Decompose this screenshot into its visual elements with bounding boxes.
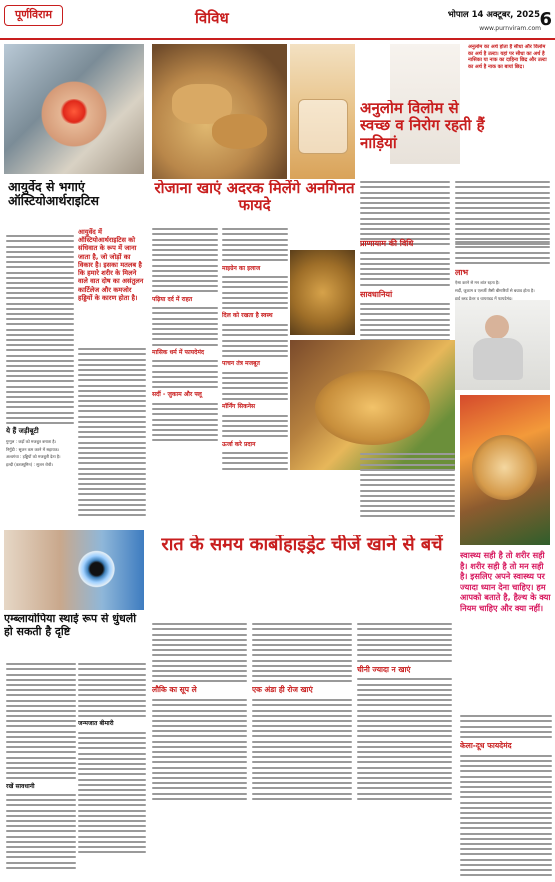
myopia-sub1: जन्मजात बीमारी — [78, 720, 114, 728]
ginger-tea-photo — [290, 44, 355, 179]
health-quote: स्वास्थ्य सही है तो शरीर सही है। शरीर सही है तो मन सही है। इसलिए अपने स्वास्थ्य पर ज्यादा ध्यान देना चाहिए। हम आपको बताते है, हैल्थ के क्या नियम चाहिए और क्या नहीं। — [460, 550, 551, 613]
banana-section — [460, 712, 552, 878]
carbs-sub4: केला-दूध फायदेमंद — [460, 741, 512, 751]
eye-photo — [4, 530, 144, 610]
anulom-headline: अनुलोम विलोम से स्वच्छ व निरोग रहती हैं नाड़ियां — [360, 100, 485, 152]
myopia-headline: एम्ब्लायोपिया स्थाई रूप से धुंधली हो सकती है दृष्टि — [4, 613, 137, 638]
carbs-sub2: एक अंडा ही रोज खाएं — [252, 685, 313, 695]
food-plate-photo — [460, 395, 550, 545]
brand-logo: पूर्णविराम — [4, 5, 63, 26]
ginger-sub4: माइग्रेन का इलाज — [222, 264, 261, 272]
herb-item: गुग्गुल : जड़ों को मजबूत बनाता है। — [6, 438, 56, 444]
benefit-item: ऐसा करने से मन शांत रहता है। — [455, 280, 500, 286]
benefit-item: सर्दी, जुकाम व एलर्जी जैसी बीमारियों से बचाव होता है। — [455, 287, 535, 293]
ginger-sub1: पढ़िया दर्द में राहत — [152, 295, 193, 303]
carbs-body-col2 — [252, 620, 352, 878]
herbs-heading: ये हैं जड़ीबूटी — [6, 427, 39, 436]
anulom-sub1: प्राणायाम की विधि — [360, 239, 414, 248]
benefit-item: हाई ब्लड प्रेशर व थायराइड में फायदेमंद। — [455, 295, 513, 301]
carbs-body-col1 — [152, 620, 247, 878]
ayurveda-body-col2 — [78, 345, 146, 525]
website-url: www.purnviram.com — [479, 25, 541, 32]
ginger-body-col2 — [222, 225, 288, 575]
section-title: विविध — [195, 9, 229, 27]
page-number: 6 — [539, 9, 552, 30]
myopia-body-col2 — [78, 660, 146, 875]
knee-photo — [4, 44, 144, 174]
ayurveda-headline: आयुर्वेद से भगाएं ऑस्टियोआर्थराइटिस — [8, 180, 99, 209]
ginger-photo — [152, 44, 287, 179]
ginger-sub2: मासिक धर्म में फायदेमंद — [152, 348, 205, 356]
anulom-pullquote: अनुलोम का अर्थ होता है सीधा और विलोम का अर्थ है उल्टा। यहां पर सीधा का अर्थ है नासिका या नाक का दाहिना छिद्र और उल्टा का अर्थ है नाक का बायां छिद्र। — [468, 44, 547, 70]
anulom-sub2: सावधानियां — [360, 289, 393, 299]
ayurveda-pullquote: आयुर्वेद में ऑस्टियोआर्थराइटिस को संधिवात के रूप में जाना जाता है, जो जोड़ों का विकार है। इसका मतलब है कि हमारे शरीर के मिलने वाले वात दोष का असंतुलन कार्टिलेज और कमजोर हड्डियों के कारण होता है। — [78, 228, 144, 302]
ayurveda-body-col1 — [6, 232, 74, 527]
ginger-sub3: सर्दी - जुकाम और फ्लू — [152, 391, 202, 399]
ginger-sub6: पाचन तंत्र मजबूत — [222, 360, 260, 368]
ginger-sub8: ऊर्जा करे प्रदान — [222, 440, 256, 448]
anulom-sub3: लाभ — [455, 268, 469, 278]
myopia-sub2: रखें सावधानी — [6, 782, 35, 790]
carbs-body-col3 — [357, 620, 452, 878]
herb-item: अश्वगंधा : हड्डियों को मजबूती देता है। — [6, 454, 61, 460]
ginger-headline: रोजाना खाएं अदरक मिलेंगे अनगिनत फायदे — [154, 180, 355, 215]
issue-date: भोपाल 14 अक्टूबर, 2025 — [447, 10, 540, 20]
carbs-headline: रात के समय कार्बोहाइड्रेट चीजें खाने से बचें — [161, 535, 443, 555]
ginger-sub7: मॉर्निंग सिकनेस — [222, 402, 256, 410]
spices-photo — [290, 250, 355, 335]
page-header — [0, 0, 555, 40]
myopia-body-col1 — [6, 660, 76, 875]
ginger-sub5: दिल को रखता है स्वस्थ — [222, 312, 273, 320]
herb-item: हल्दी (करक्यूमिन) : सूजन रोधी। — [6, 461, 53, 467]
herb-item: निर्गुंडी : सूजन कम करने में सहायक। — [6, 446, 60, 452]
carbs-sub3: चीनी ज्यादा न खाएं — [357, 664, 411, 674]
ginger-body-col1 — [152, 225, 218, 575]
anulom-tail — [360, 450, 455, 530]
carbs-sub1: लौकि का सूप ले — [152, 685, 197, 695]
yoga-photo — [455, 300, 550, 390]
